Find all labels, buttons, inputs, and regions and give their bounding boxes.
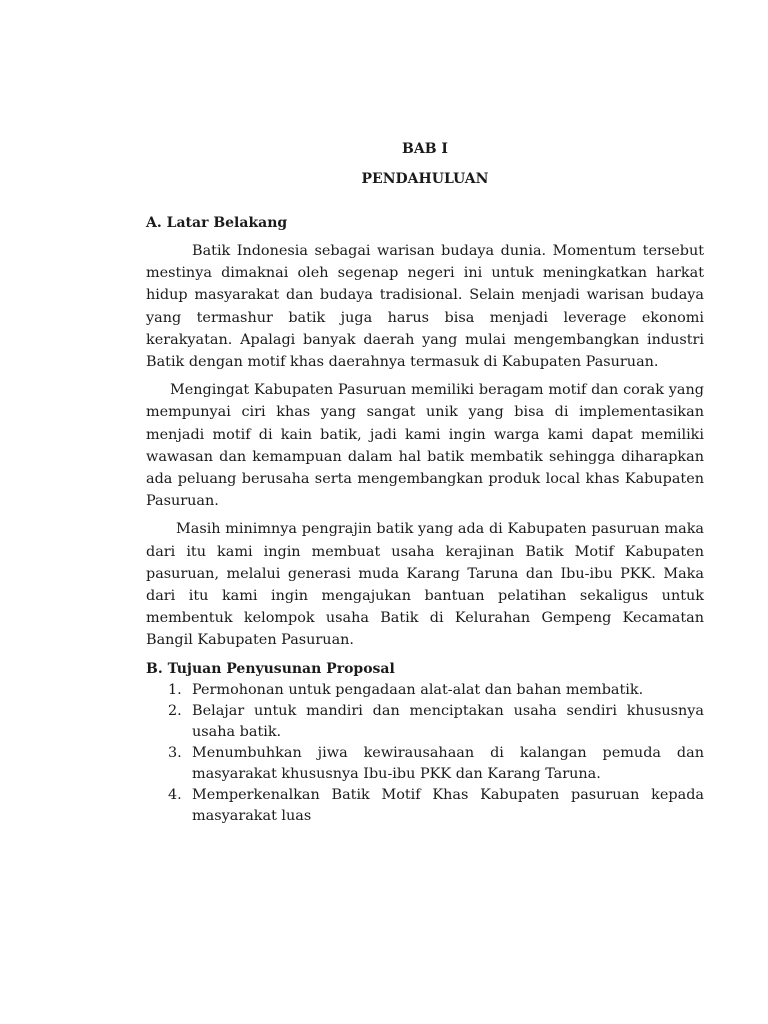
- document-page: [146, 134, 704, 827]
- goal-item: [146, 785, 704, 827]
- goal-number: 2.: [168, 702, 182, 719]
- goal-item: [146, 680, 704, 701]
- section-a-heading: A. Latar Belakang: [146, 215, 288, 231]
- goal-item: [146, 701, 704, 743]
- goals-list: [146, 680, 704, 827]
- goal-text: Menumbuhkan jiwa kewirausahaan di kalangan pemuda dan masyarakat khususnya Ibu-ibu PKK dan Karang Taruna.: [192, 744, 704, 782]
- goal-number: 1.: [168, 681, 182, 698]
- goal-text: Belajar untuk mandiri dan menciptakan usaha sendiri khususnya usaha batik.: [192, 702, 704, 740]
- section-b-heading: B. Tujuan Penyusunan Proposal: [146, 660, 395, 677]
- chapter-number: BAB I: [402, 141, 448, 157]
- background-paragraph-3: Masih minimnya pengrajin batik yang ada di Kabupaten pasuruan maka dari itu kami ingin membuat usaha kerajinan Batik Motif Kabupaten pasuruan, melalui generasi muda Karang Taruna dan Ibu-ibu PKK. Maka dari itu kami ingin mengajukan bantuan pelatihan sekaligus untuk membentuk kelompok usaha Batik di Kelurahan Gempeng Kecamatan Bangil Kabupaten Pasuruan.: [146, 521, 704, 649]
- goal-item: [146, 743, 704, 785]
- goal-number: 3.: [168, 744, 182, 761]
- goal-text: Permohonan untuk pengadaan alat-alat dan bahan membatik.: [192, 681, 644, 698]
- goal-number: 4.: [168, 786, 182, 803]
- chapter-title: PENDAHULUAN: [361, 171, 489, 187]
- goal-text: Memperkenalkan Batik Motif Khas Kabupaten pasuruan kepada masyarakat luas: [192, 786, 704, 824]
- background-paragraph-1: Batik Indonesia sebagai warisan budaya dunia. Momentum tersebut mestinya dimaknai oleh segenap negeri ini untuk meningkatkan harkat hidup masyarakat dan budaya tradisional. Selain menjadi warisan budaya yang termashur batik juga harus bisa menjadi leverage ekonomi kerakyatan. Apalagi banyak daerah yang mulai mengembangkan industri Batik dengan motif khas daerahnya termasuk di Kabupaten Pasuruan.: [146, 243, 704, 371]
- background-paragraph-2: Mengingat Kabupaten Pasuruan memiliki beragam motif dan corak yang mempunyai ciri khas yang sangat unik yang bisa di implementasikan menjadi motif di kain batik, jadi kami ingin warga kami dapat memiliki wawasan dan kemampuan dalam hal batik membatik sehingga diharapkan ada peluang berusaha serta mengembangkan produk local khas Kabupaten Pasuruan.: [146, 382, 704, 510]
